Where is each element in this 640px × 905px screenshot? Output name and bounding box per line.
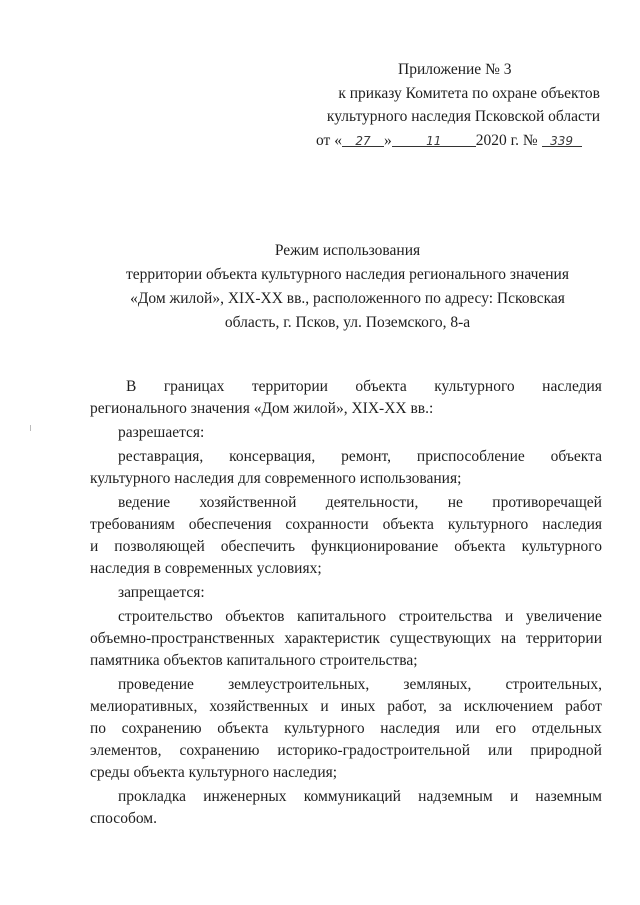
word: деятельности,: [325, 494, 419, 511]
word: не: [447, 494, 463, 511]
title-line-4: область, г. Псков, ул. Поземского, 8-а: [224, 314, 471, 331]
word: существующих: [389, 630, 492, 647]
date-mid: »: [383, 131, 392, 149]
word: сохранению: [179, 742, 260, 759]
body-line: [90, 786, 602, 808]
word: объекта: [355, 378, 407, 395]
word: проведение: [118, 676, 194, 693]
word: культурного: [447, 516, 529, 533]
word: строительных,: [505, 676, 602, 693]
word: капитального: [296, 608, 387, 625]
word: территории: [525, 630, 602, 647]
word: сохранению: [121, 720, 202, 737]
word: работ,: [387, 698, 427, 715]
word: наследия: [542, 516, 602, 533]
word: или: [455, 720, 480, 737]
body-line: культурного наследия для современного использования;: [90, 470, 462, 487]
document-body: [90, 376, 602, 830]
word: прокладка: [118, 788, 187, 805]
word: реставрация,: [118, 448, 204, 465]
document-title: [90, 239, 605, 335]
date-year: 2020 г. №: [475, 131, 538, 149]
body-line: регионального значения «Дом жилой», XIX-XX вв.:: [90, 400, 434, 417]
word: объекта: [454, 538, 506, 555]
title-line-2: территории объекта культурного наследия регионального значения: [126, 266, 569, 283]
word: строительство: [118, 608, 213, 625]
word: ведение: [118, 494, 171, 511]
word: на: [500, 630, 517, 647]
body-line: [90, 606, 602, 628]
word: обеспечить: [220, 538, 296, 555]
word: природной: [530, 742, 602, 759]
word: объемно-пространственных: [90, 630, 275, 647]
word: увеличение: [525, 608, 602, 625]
word: мелиоративных,: [90, 698, 198, 715]
word: и: [505, 608, 514, 625]
body-line: [90, 674, 602, 696]
body-line: наследия в современных условиях;: [90, 560, 322, 577]
body-line: [90, 492, 602, 514]
word: строительства: [398, 608, 493, 625]
appendix-header: [300, 58, 600, 152]
word: объекта: [550, 448, 602, 465]
word: приспособление: [416, 448, 525, 465]
word: его: [495, 720, 517, 737]
word: территории: [251, 378, 328, 395]
body-line: способом.: [90, 810, 157, 827]
word: культурного: [521, 538, 602, 555]
word: консервация,: [229, 448, 316, 465]
word: наземным: [535, 788, 602, 805]
word: и: [90, 538, 99, 555]
word: объекта: [217, 720, 269, 737]
word: надземным: [418, 788, 493, 805]
appendix-committee: культурного наследия Псковской области: [326, 108, 600, 125]
body-line: [90, 446, 602, 468]
order-number: 339: [542, 130, 582, 147]
date-day: 27: [342, 130, 384, 147]
title-line-3: «Дом жилой», XIX-XX вв., расположенного по адресу: Псковская: [130, 290, 565, 307]
forbidden-heading: запрещается:: [118, 584, 205, 601]
word: наследия: [380, 720, 440, 737]
word: коммуникаций: [303, 788, 401, 805]
body-line: [90, 740, 602, 762]
word: наследия: [542, 378, 602, 395]
body-line: [90, 696, 602, 718]
word: иных: [340, 698, 376, 715]
word: ремонт,: [341, 448, 392, 465]
word: или: [488, 742, 513, 759]
word: границах: [163, 378, 225, 395]
margin-mark: [30, 425, 31, 431]
word: за: [438, 698, 452, 715]
word: отдельных: [531, 720, 602, 737]
body-line: [90, 536, 602, 558]
body-line: среды объекта культурного наследия;: [90, 764, 338, 781]
appendix-date-line: [300, 129, 600, 153]
allowed-heading: разрешается:: [118, 424, 205, 441]
word: землеустроительных,: [228, 676, 370, 693]
word: работ: [565, 698, 602, 715]
word: противоречащей: [492, 494, 602, 511]
word: по: [90, 720, 107, 737]
date-month: 11: [392, 130, 476, 147]
word: культурного: [434, 378, 515, 395]
word: сохранности: [285, 516, 369, 533]
word: В: [126, 378, 137, 395]
word: исключением: [463, 698, 554, 715]
word: историко-градостроительной: [277, 742, 471, 759]
word: требованиям: [90, 516, 175, 533]
body-line: [90, 628, 602, 650]
body-line: памятника объектов капитального строительства;: [90, 652, 418, 669]
word: культурного: [284, 720, 365, 737]
date-prefix: от «: [316, 131, 342, 149]
word: характеристик: [284, 630, 380, 647]
body-line: [90, 376, 602, 398]
word: функционирование: [311, 538, 439, 555]
title-line-1: Режим использования: [274, 242, 421, 259]
word: и: [320, 698, 329, 715]
word: обеспечения: [188, 516, 272, 533]
word: элементов,: [90, 742, 162, 759]
word: позволяющей: [114, 538, 205, 555]
body-line: [90, 514, 602, 536]
appendix-order-ref: к приказу Комитета по охране объектов: [338, 84, 600, 102]
word: объектов: [225, 608, 285, 625]
word: и: [509, 788, 519, 805]
word: хозяйственной: [199, 494, 297, 511]
body-line: [90, 718, 602, 740]
appendix-number: Приложение № 3: [398, 61, 512, 78]
word: хозяйственных: [209, 698, 309, 715]
word: земляных,: [403, 676, 472, 693]
word: объекта: [382, 516, 434, 533]
word: инженерных: [203, 788, 287, 805]
